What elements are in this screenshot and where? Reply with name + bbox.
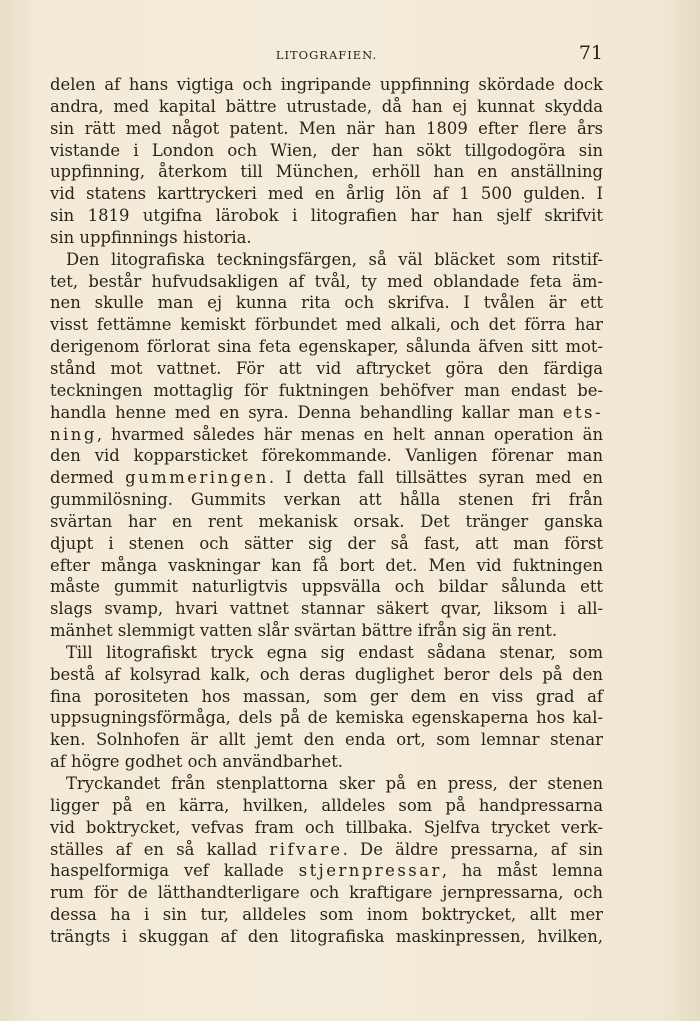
text-line — [50, 205, 603, 227]
text-run: sin uppfinnings historia. — [50, 227, 252, 247]
text-run: gummilösning. Gummits verkan att hålla stenen fri från — [50, 490, 603, 510]
text-run: andra, med kapital bättre utrustade, då han ej kunnat skydda — [50, 96, 603, 116]
text-line — [50, 729, 603, 751]
spaced-term: gummeringen — [125, 468, 269, 488]
text-line — [50, 773, 603, 795]
text-run: trängts i skuggan af den litografiska maskinpressen, hvilken, — [50, 926, 603, 946]
text-line — [50, 118, 603, 140]
text-run: vid boktrycket, vefvas fram och tillbaka. Sjelfva trycket verk- — [50, 817, 603, 837]
spaced-term: stjernpressar — [298, 861, 442, 881]
text-line — [50, 620, 603, 642]
running-title: LITOGRAFIEN. — [275, 48, 378, 62]
text-run: derigenom förlorat sina feta egenskaper, sålunda äfven sitt mot- — [50, 337, 603, 357]
text-run: . I detta fall tillsättes syran med en — [268, 468, 603, 488]
text-run: vid statens karttryckeri med en årlig lön af 1 500 gulden. I — [50, 184, 603, 204]
text-run: ken. Solnhofen är allt jemt den enda ort, som lemnar stenar — [50, 730, 603, 750]
text-line — [50, 467, 603, 489]
text-line — [50, 96, 603, 118]
text-line — [50, 904, 603, 926]
text-run: Tryckandet från stenplattorna sker på en press, der stenen — [66, 774, 603, 793]
text-run: visst fettämne kemiskt förbundet med alkali, och det förra har — [50, 315, 603, 335]
text-line — [50, 839, 603, 861]
text-line — [50, 707, 603, 729]
text-line — [50, 249, 603, 271]
text-run: af högre godhet och användbarhet. — [50, 752, 343, 772]
text-run: , hvarmed således här menas en helt annan operation än — [96, 424, 603, 444]
text-run: svärtan har en rent mekanisk orsak. Det tränger ganska — [50, 511, 603, 531]
body-text — [50, 74, 603, 948]
text-line — [50, 140, 603, 162]
text-run: uppsugningsförmåga, dels på de kemiska egenskaperna hos kal- — [50, 708, 603, 728]
text-run: dermed — [50, 468, 126, 488]
text-line — [50, 271, 603, 293]
text-run: vistande i London och Wien, der han sökt tillgodogöra sin — [50, 140, 603, 160]
text-line — [50, 926, 603, 948]
text-run: bestå af kolsyrad kalk, och deras duglighet beror dels på den — [50, 664, 603, 684]
text-run: stånd mot vattnet. För att vid aftrycket göra den färdiga — [50, 358, 603, 378]
page-header — [50, 42, 603, 70]
text-run: teckningen mottaglig för fuktningen behöfver man endast be- — [50, 380, 603, 400]
text-line — [50, 686, 603, 708]
text-run: nen skulle man ej kunna rita och skrifva. I tvålen är ett — [50, 293, 603, 313]
spaced-term: rifvare — [269, 839, 343, 859]
text-line — [50, 424, 603, 446]
spaced-term: ning — [50, 424, 97, 444]
text-run: rum för de lätthandterligare och kraftigare jernpressarna, och — [50, 883, 603, 903]
text-run: fina porositeten hos massan, som ger dem en viss grad af — [50, 686, 603, 706]
text-line — [50, 795, 603, 817]
text-run: Den litografiska teckningsfärgen, så väl bläcket som ritstif- — [66, 249, 603, 269]
text-line — [50, 511, 603, 533]
text-run: sin rätt med något patent. Men när han 1809 efter flere års — [50, 118, 603, 138]
spaced-term: ets- — [562, 402, 603, 422]
text-line — [50, 598, 603, 620]
text-line — [50, 664, 603, 686]
text-line — [50, 183, 603, 205]
text-run: djupt i stenen och sätter sig der så fast, att man först — [50, 533, 603, 553]
text-run: måste gummit naturligtvis uppsvälla och bildar sålunda ett — [50, 577, 603, 597]
text-run: den vid kopparsticket förekommande. Vanligen förenar man — [50, 446, 603, 466]
text-line — [50, 445, 603, 467]
text-run: handla henne med en syra. Denna behandling kallar man — [50, 402, 563, 422]
text-run: ställes af en så kallad — [50, 839, 270, 859]
text-line — [50, 489, 603, 511]
text-line — [50, 882, 603, 904]
text-run: dessa ha i sin tur, alldeles som inom boktrycket, allt mer — [50, 905, 603, 925]
text-line — [50, 336, 603, 358]
text-line — [50, 292, 603, 314]
text-line — [50, 227, 603, 249]
text-line — [50, 860, 603, 882]
text-run: tet, består hufvudsakligen af tvål, ty med oblandade feta äm- — [50, 271, 603, 291]
text-run: mänhet slemmigt vatten slår svärtan bättre ifrån sig än rent. — [50, 621, 558, 641]
text-run: delen af hans vigtiga och ingripande uppfinning skördade dock — [50, 75, 603, 94]
page-number: 71 — [578, 42, 603, 64]
text-run: sin 1819 utgifna lärobok i litografien har han sjelf skrifvit — [50, 206, 603, 226]
text-run: slags svamp, hvari vattnet stannar säkert qvar, liksom i all- — [50, 599, 603, 619]
text-run: ligger på en kärra, hvilken, alldeles som på handpressarna — [50, 795, 603, 815]
text-line — [50, 817, 603, 839]
text-run: , ha måst lemna — [441, 861, 603, 881]
text-line — [50, 358, 603, 380]
text-run: haspelformiga vef kallade — [50, 861, 299, 881]
text-run: uppfinning, återkom till München, erhöll han en anställning — [50, 162, 603, 182]
text-line — [50, 642, 603, 664]
text-run: Till litografiskt tryck egna sig endast sådana stenar, som — [66, 642, 603, 662]
text-line — [50, 751, 603, 773]
text-line — [50, 555, 603, 577]
text-line — [50, 74, 603, 96]
text-run: . De äldre pressarna, af sin — [342, 839, 603, 859]
text-line — [50, 402, 603, 424]
text-line — [50, 533, 603, 555]
text-line — [50, 161, 603, 183]
text-run: efter många vaskningar kan få bort det. Men vid fuktningen — [50, 555, 603, 575]
text-line — [50, 576, 603, 598]
text-line — [50, 314, 603, 336]
text-line — [50, 380, 603, 402]
